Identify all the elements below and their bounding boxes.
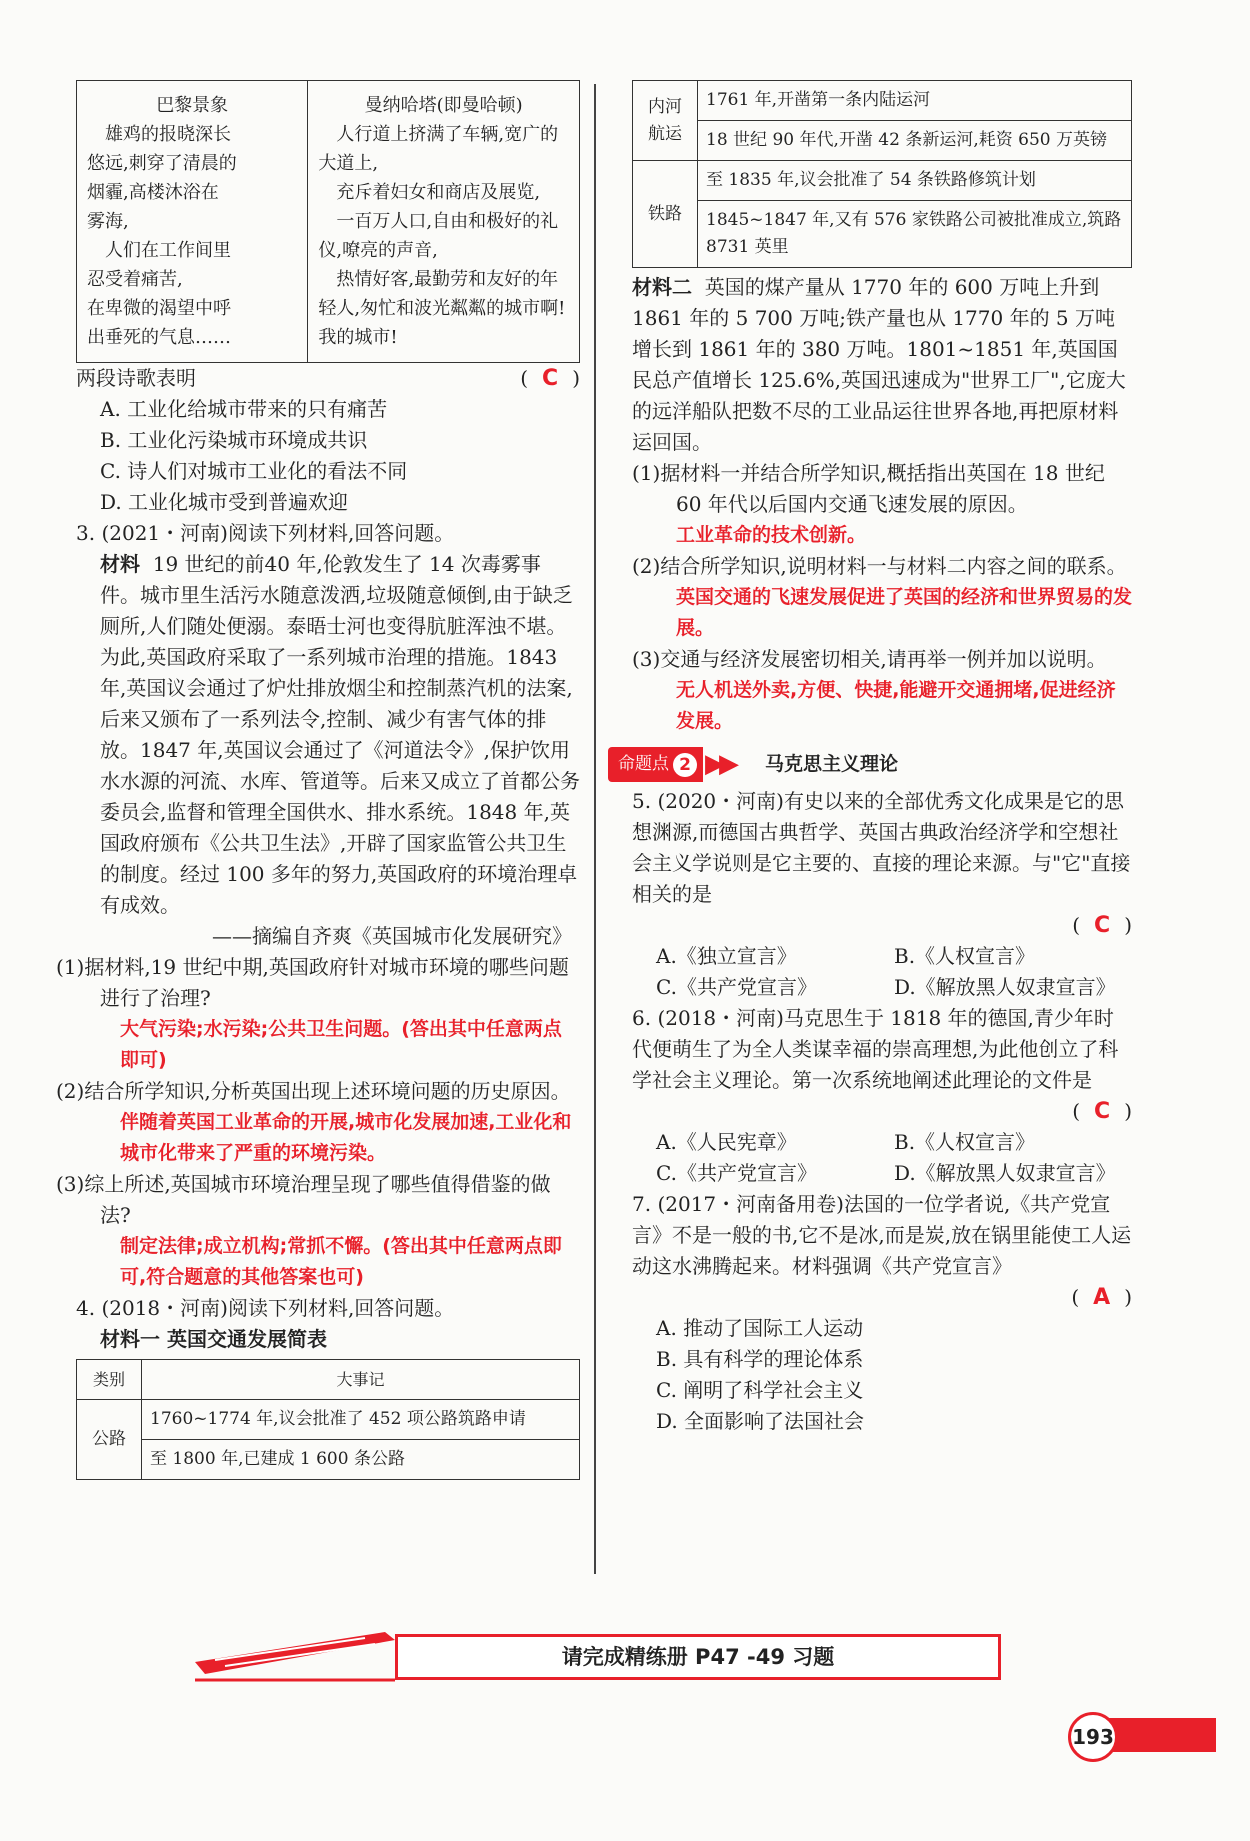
page-number-bar — [1108, 1718, 1216, 1752]
topic-title: 马克思主义理论 — [765, 753, 899, 775]
poem-line: 充斥着妇女和商店及展览, — [336, 182, 541, 203]
paris-poem — [77, 81, 308, 363]
poem-line: 人们在工作间里 — [105, 240, 231, 261]
q4-sub1: (1)据材料一并结合所学知识,概括指出英国在 18 世纪 60 年代以后国内交通飞速发展的原因。 — [632, 461, 1105, 516]
poem-line: 热情好客,最勤劳和友好的年 — [336, 269, 559, 290]
q3-material-text: 19 世纪的前40 年,伦敦发生了 14 次毒雾事件。城市里生活污水随意泼洒,垃圾随意倾倒,由于缺乏厕所,人们随处便溺。泰晤士河也变得肮脏浑浊不堪。为此,英国政府采取了一系列城市治理的措施。1843 年,英国议会通过了炉灶排放烟尘和控制蒸汽机的法案,后来又颁布了一系列法令,控制、减少有害气体的排放。1847 年,英国议会通过了《河道法令》,保护饮用水水源的河流、水库、管道等。后来又成立了首都公务委员会,监督和管理全国供水、排水系统。1848 年,英国政府颁布《公共卫生法》,开辟了国家监管公共卫生的制度。经过 100 多年的努力,英国政府的环境治理卓有成效。 — [100, 552, 580, 917]
paris-poem-title: 巴黎景象 — [156, 95, 229, 116]
left-column — [56, 80, 580, 1480]
q5-answer: C — [1094, 913, 1111, 938]
q2-stem-row — [76, 363, 580, 394]
canal-row: 18 世纪 90 年代,开凿 42 条新运河,耗资 650 万英镑 — [698, 121, 1132, 161]
poem-line: 在卑微的渴望中呼 — [87, 298, 231, 319]
q6-answer-paren: ( C ) — [1072, 1099, 1132, 1124]
topic-number: 2 — [673, 753, 697, 777]
poem-line: 仪,嘹亮的声音, — [318, 240, 438, 261]
q3-sub1: (1)据材料,19 世纪中期,英国政府针对城市环境的哪些问题进行了治理? — [56, 955, 569, 1010]
q7-option-c: C. 阐明了科学社会主义 — [656, 1378, 864, 1402]
q5-option-a: A.《独立宣言》 — [656, 944, 797, 968]
road-label: 公路 — [77, 1400, 142, 1480]
manhattan-poem-title: 曼纳哈塔(即曼哈顿) — [364, 95, 523, 116]
q2-option-d: D. 工业化城市受到普遍欢迎 — [100, 490, 349, 514]
poem-line: 忍受着痛苦, — [87, 269, 183, 290]
q4-answer-3: 无人机送外卖,方便、快捷,能避开交通拥堵,促进经济发展。 — [676, 679, 1116, 732]
q3-answer-2: 伴随着英国工业革命的开展,城市化发展加速,工业化和城市化带来了严重的环境污染。 — [120, 1111, 572, 1164]
q6-option-a: A.《人民宪章》 — [656, 1130, 797, 1154]
q4-material2-label: 材料二 — [632, 275, 692, 299]
q6-options-row — [632, 1158, 1132, 1189]
q4-material1-title: 材料一 英国交通发展简表 — [100, 1327, 327, 1351]
canal-row: 1761 年,开凿第一条内陆运河 — [698, 81, 1132, 121]
manhattan-poem — [308, 81, 580, 363]
q4-sub2: (2)结合所学知识,说明材料一与材料二内容之间的联系。 — [632, 554, 1127, 578]
q5-options-row — [632, 972, 1132, 1003]
poem-line: 烟霾,高楼沐浴在 — [87, 182, 219, 203]
poem-line: 人行道上挤满了车辆,宽广的 — [336, 124, 559, 145]
poem-line: 我的城市! — [318, 327, 398, 348]
rail-label: 铁路 — [633, 161, 698, 268]
q2-option-b: B. 工业化污染城市环境成共识 — [100, 428, 368, 452]
q4-head: 4. (2018・河南)阅读下列材料,回答问题。 — [76, 1296, 455, 1320]
q3-material-label: 材料 — [100, 552, 140, 576]
q2-option-a: A. 工业化给城市带来的只有痛苦 — [100, 397, 388, 421]
page-number: 193 — [1068, 1712, 1118, 1762]
q7-option-a: A. 推动了国际工人运动 — [656, 1316, 864, 1340]
q4-answer-2: 英国交通的飞速发展促进了英国的经济和世界贸易的发展。 — [676, 586, 1133, 639]
q5-answer-paren: ( C ) — [1072, 913, 1132, 938]
q6-option-d: D.《解放黑人奴隶宣言》 — [894, 1161, 1116, 1185]
poem-line: 雄鸡的报晓深长 — [105, 124, 231, 145]
rail-row: 至 1835 年,议会批准了 54 条铁路修筑计划 — [698, 161, 1132, 201]
q4-material2-text: 英国的煤产量从 1770 年的 600 万吨上升到 1861 年的 5 700 万吨;铁产量也从 1770 年的 5 万吨增长到 1861 年的 380 万吨。1801~1851 年,英国国民总产值增长 125.6%,英国迅速成为"世界工厂",它庞大的远洋船队把数不尽的工业品运往世界各地,再把原材料运回国。 — [632, 275, 1126, 454]
topic-badge-label: 命题点 — [618, 754, 669, 774]
road-row: 1760~1774 年,议会批准了 452 项公路筑路申请 — [142, 1400, 580, 1440]
q2-answer-paren: ( C ) — [520, 366, 580, 391]
poem-line: 出垂死的气息…… — [87, 327, 231, 348]
poem-line: 大道上, — [318, 153, 379, 174]
q4-sub3: (3)交通与经济发展密切相关,请再举一例并加以说明。 — [632, 647, 1107, 671]
table-header-category: 类别 — [77, 1360, 142, 1400]
exercise-banner — [195, 1622, 985, 1684]
q5-option-c: C.《共产党宣言》 — [656, 975, 817, 999]
right-column — [618, 80, 1133, 1437]
column-divider — [594, 84, 596, 1574]
q4-material2 — [632, 272, 1132, 458]
double-arrow-icon: ▶▶ — [705, 749, 733, 779]
transport-table-part1 — [76, 1359, 580, 1480]
poem-line: 一百万人口,自由和极好的礼 — [336, 211, 559, 232]
page-number-badge — [1068, 1712, 1216, 1756]
q6-options-row — [632, 1127, 1132, 1158]
q7-stem: 7. (2017・河南备用卷)法国的一位学者说,《共产党宣言》不是一般的书,它不是冰,而是炭,放在锅里能使工人运动这水沸腾起来。材料强调《共产党宣言》 — [632, 1192, 1132, 1278]
table-header-events: 大事记 — [142, 1360, 580, 1400]
q2-stem: 两段诗歌表明 — [76, 366, 196, 390]
q6-stem: 6. (2018・河南)马克思生于 1818 年的德国,青少年时代便萌生了为全人类谋幸福的崇高理想,为此他创立了科学社会主义理论。第一次系统地阐述此理论的文件是 — [632, 1006, 1119, 1092]
q5-options-row — [632, 941, 1132, 972]
q3-head: 3. (2021・河南)阅读下列材料,回答问题。 — [76, 521, 455, 545]
poem-line: 雾海, — [87, 211, 129, 232]
q5-option-b: B.《人权宣言》 — [894, 944, 1036, 968]
canal-label: 内河航运 — [633, 81, 698, 161]
topic-badge — [608, 747, 703, 782]
q3-material — [76, 549, 580, 921]
poem-line: 悠远,刺穿了清晨的 — [87, 153, 237, 174]
q5-answer-row — [632, 910, 1132, 941]
q2-option-c: C. 诗人们对城市工业化的看法不同 — [100, 459, 408, 483]
q3-sub3: (3)综上所述,英国城市环境治理呈现了哪些值得借鉴的做法? — [56, 1172, 551, 1227]
rail-row: 1845~1847 年,又有 576 家铁路公司被批准成立,筑路 8731 英里 — [698, 201, 1132, 268]
q7-option-b: B. 具有科学的理论体系 — [656, 1347, 864, 1371]
transport-table-part2 — [632, 80, 1132, 268]
q3-sub2: (2)结合所学知识,分析英国出现上述环境问题的历史原因。 — [56, 1079, 571, 1103]
road-row: 至 1800 年,已建成 1 600 条公路 — [142, 1440, 580, 1480]
q7-option-d: D. 全面影响了法国社会 — [656, 1409, 865, 1433]
q5-stem: 5. (2020・河南)有史以来的全部优秀文化成果是它的思想渊源,而德国古典哲学、英国古典政治经济学和空想社会主义学说则是它主要的、直接的理论来源。与"它"直接相关的是 — [632, 789, 1131, 906]
q6-option-c: C.《共产党宣言》 — [656, 1161, 817, 1185]
q3-answer-3: 制定法律;成立机构;常抓不懈。(答出其中任意两点即可,符合题意的其他答案也可) — [120, 1235, 562, 1288]
poem-table — [76, 80, 580, 363]
q3-source: ——摘编自齐爽《英国城市化发展研究》 — [212, 924, 572, 948]
banner-text: 请完成精练册 P47 -49 习题 — [395, 1634, 1001, 1680]
q6-answer: C — [1094, 1099, 1111, 1124]
q6-option-b: B.《人权宣言》 — [894, 1130, 1036, 1154]
q7-answer-paren: ( A ) — [1071, 1285, 1132, 1310]
q3-answer-1: 大气污染;水污染;公共卫生问题。(答出其中任意两点即可) — [120, 1018, 562, 1071]
q7-answer-row — [632, 1282, 1132, 1313]
q5-option-d: D.《解放黑人奴隶宣言》 — [894, 975, 1116, 999]
q7-answer: A — [1093, 1285, 1111, 1310]
poem-line: 轻人,匆忙和波光粼粼的城市啊! — [318, 298, 566, 319]
pen-icon — [195, 1622, 395, 1684]
q4-answer-1: 工业革命的技术创新。 — [676, 524, 867, 546]
q2-answer: C — [542, 366, 559, 391]
topic-header — [608, 747, 1132, 782]
q6-answer-row — [632, 1096, 1132, 1127]
